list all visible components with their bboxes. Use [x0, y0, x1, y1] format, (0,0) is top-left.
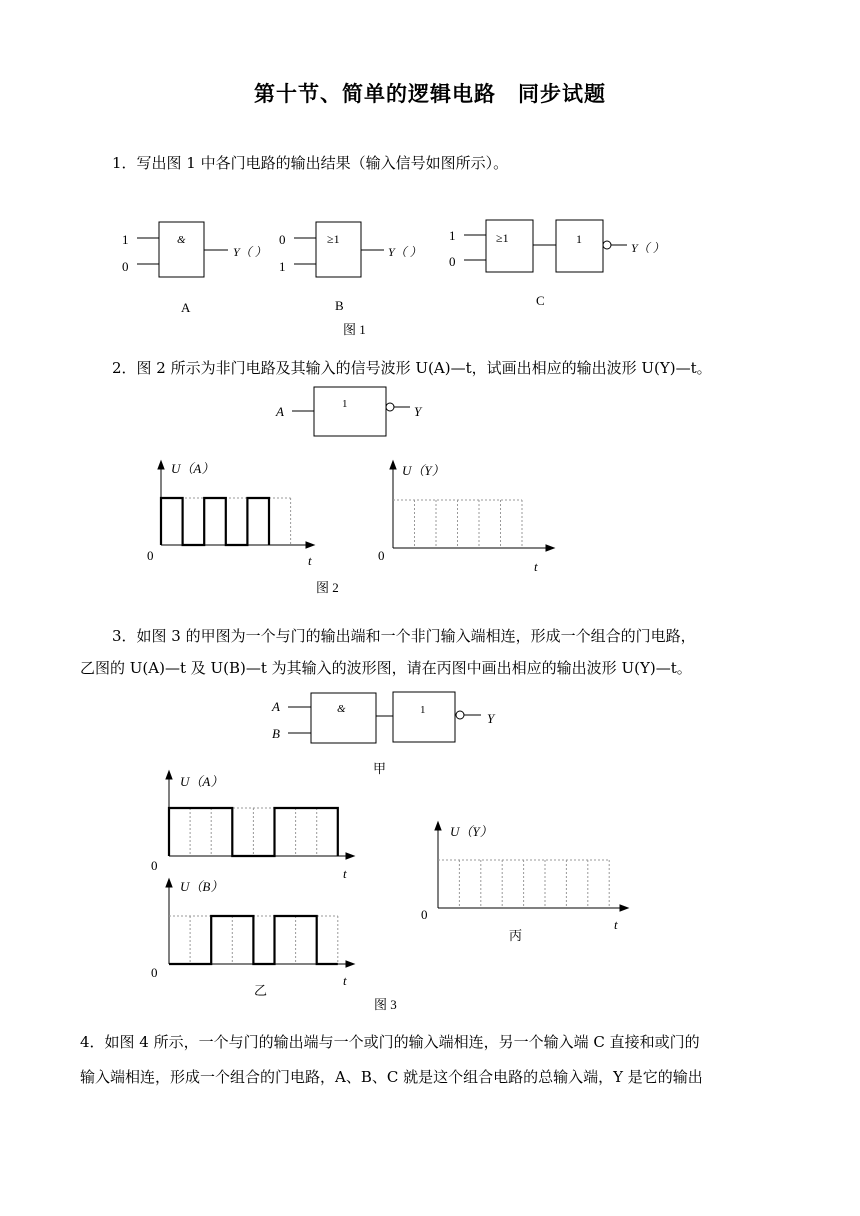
- q3-wave-a-origin: 0: [151, 858, 158, 873]
- q3-label-bing: 丙: [509, 928, 523, 943]
- q3-wave-y-t: t: [614, 917, 618, 932]
- q2-wave-a-signal: [161, 498, 269, 545]
- question-3-line2: 乙图的 U(A)—t 及 U(B)—t 为其输入的波形图，请在丙图中画出相应的输出波形 U(Y)—t。: [80, 659, 692, 677]
- gate-a-in2: 0: [122, 259, 129, 274]
- gate-c: [464, 220, 627, 272]
- gate-b-in1: 0: [279, 232, 286, 247]
- question-4-line2: 输入端相连，形成一个组合的门电路，A、B、C 就是这个组合电路的总输入端，Y 是它的输出: [80, 1068, 703, 1086]
- figure-2-caption: 图 2: [316, 580, 339, 595]
- gate-c-symbol2: 1: [576, 232, 582, 246]
- gate-b-symbol: ≥1: [327, 232, 340, 246]
- gate-b-output: Y（ ）: [388, 245, 422, 259]
- q3-wave-a-t: t: [343, 866, 347, 881]
- q3-wave-a-label: U（A）: [180, 774, 224, 789]
- q3-wave-b-signal: [169, 916, 338, 964]
- q2-gate-input: A: [276, 404, 284, 419]
- q2-wave-a-label: U（A）: [171, 461, 215, 476]
- q3-gate-label: 甲: [373, 761, 387, 776]
- gate-a-output: Y（ ）: [233, 245, 267, 259]
- question-3-line1: 3．如图 3 的甲图为一个与门的输出端和一个非门输入端相连，形成一个组合的门电路，: [112, 627, 696, 645]
- gate-a-label: A: [181, 300, 191, 315]
- q3-wave-y-origin: 0: [421, 907, 428, 922]
- question-1-text: 1．写出图 1 中各门电路的输出结果（输入信号如图所示）。: [112, 154, 509, 172]
- q3-wave-b-origin: 0: [151, 965, 158, 980]
- gate-c-label: C: [536, 293, 545, 308]
- q3-wave-y-grid: [438, 860, 609, 908]
- q3-wave-b-t: t: [343, 973, 347, 988]
- q2-wave-a-origin: 0: [147, 548, 154, 563]
- q3-wave-a-grid: [169, 808, 338, 856]
- q3-gate-output: Y: [487, 711, 495, 726]
- gate-c-output: Y（ ）: [631, 241, 665, 255]
- q2-gate-symbol: 1: [342, 398, 348, 410]
- q2-wave-y-t: t: [534, 559, 538, 574]
- q3-gate-in1: A: [272, 699, 280, 714]
- gate-b: [294, 222, 384, 277]
- figure-3: [0, 685, 860, 1020]
- question-2-text: 2．图 2 所示为非门电路及其输入的信号波形 U(A)—t，试画出相应的输出波形 U(Y)—t。: [112, 359, 712, 377]
- q3-label-yi: 乙: [254, 983, 268, 998]
- gate-c-in2: 0: [449, 254, 456, 269]
- q3-wave-b-label: U（B）: [180, 879, 224, 894]
- figure-3-caption: 图 3: [374, 997, 397, 1012]
- q2-wave-a-t: t: [308, 553, 312, 568]
- q3-gate-in2: B: [272, 726, 280, 741]
- q2-gate-output: Y: [414, 404, 422, 419]
- gate-b-in2: 1: [279, 259, 286, 274]
- figure-1: [0, 210, 860, 340]
- figure-2: [0, 385, 860, 600]
- q3-wave-y-label: U（Y）: [450, 824, 493, 839]
- q2-not-gate: [292, 387, 410, 436]
- gate-c-symbol1: ≥1: [496, 231, 509, 245]
- q3-gate-symbol1: &: [337, 703, 346, 715]
- q2-wave-y-origin: 0: [378, 548, 385, 563]
- gate-b-label: B: [335, 298, 344, 313]
- question-4-line1: 4．如图 4 所示，一个与门的输出端与一个或门的输入端相连，另一个输入端 C 直接和或门的: [80, 1033, 700, 1051]
- gate-a-in1: 1: [122, 232, 129, 247]
- q2-wave-y-grid: [393, 500, 522, 548]
- gate-c-in1: 1: [449, 228, 456, 243]
- page-title: 第十节、简单的逻辑电路 同步试题: [254, 82, 606, 106]
- gate-a: [137, 222, 228, 277]
- q3-combined-gate: [288, 692, 481, 743]
- figure-1-caption: 图 1: [343, 322, 366, 337]
- gate-a-symbol: &: [177, 234, 186, 246]
- q3-gate-symbol2: 1: [420, 704, 426, 716]
- q2-wave-y-label: U（Y）: [402, 463, 445, 478]
